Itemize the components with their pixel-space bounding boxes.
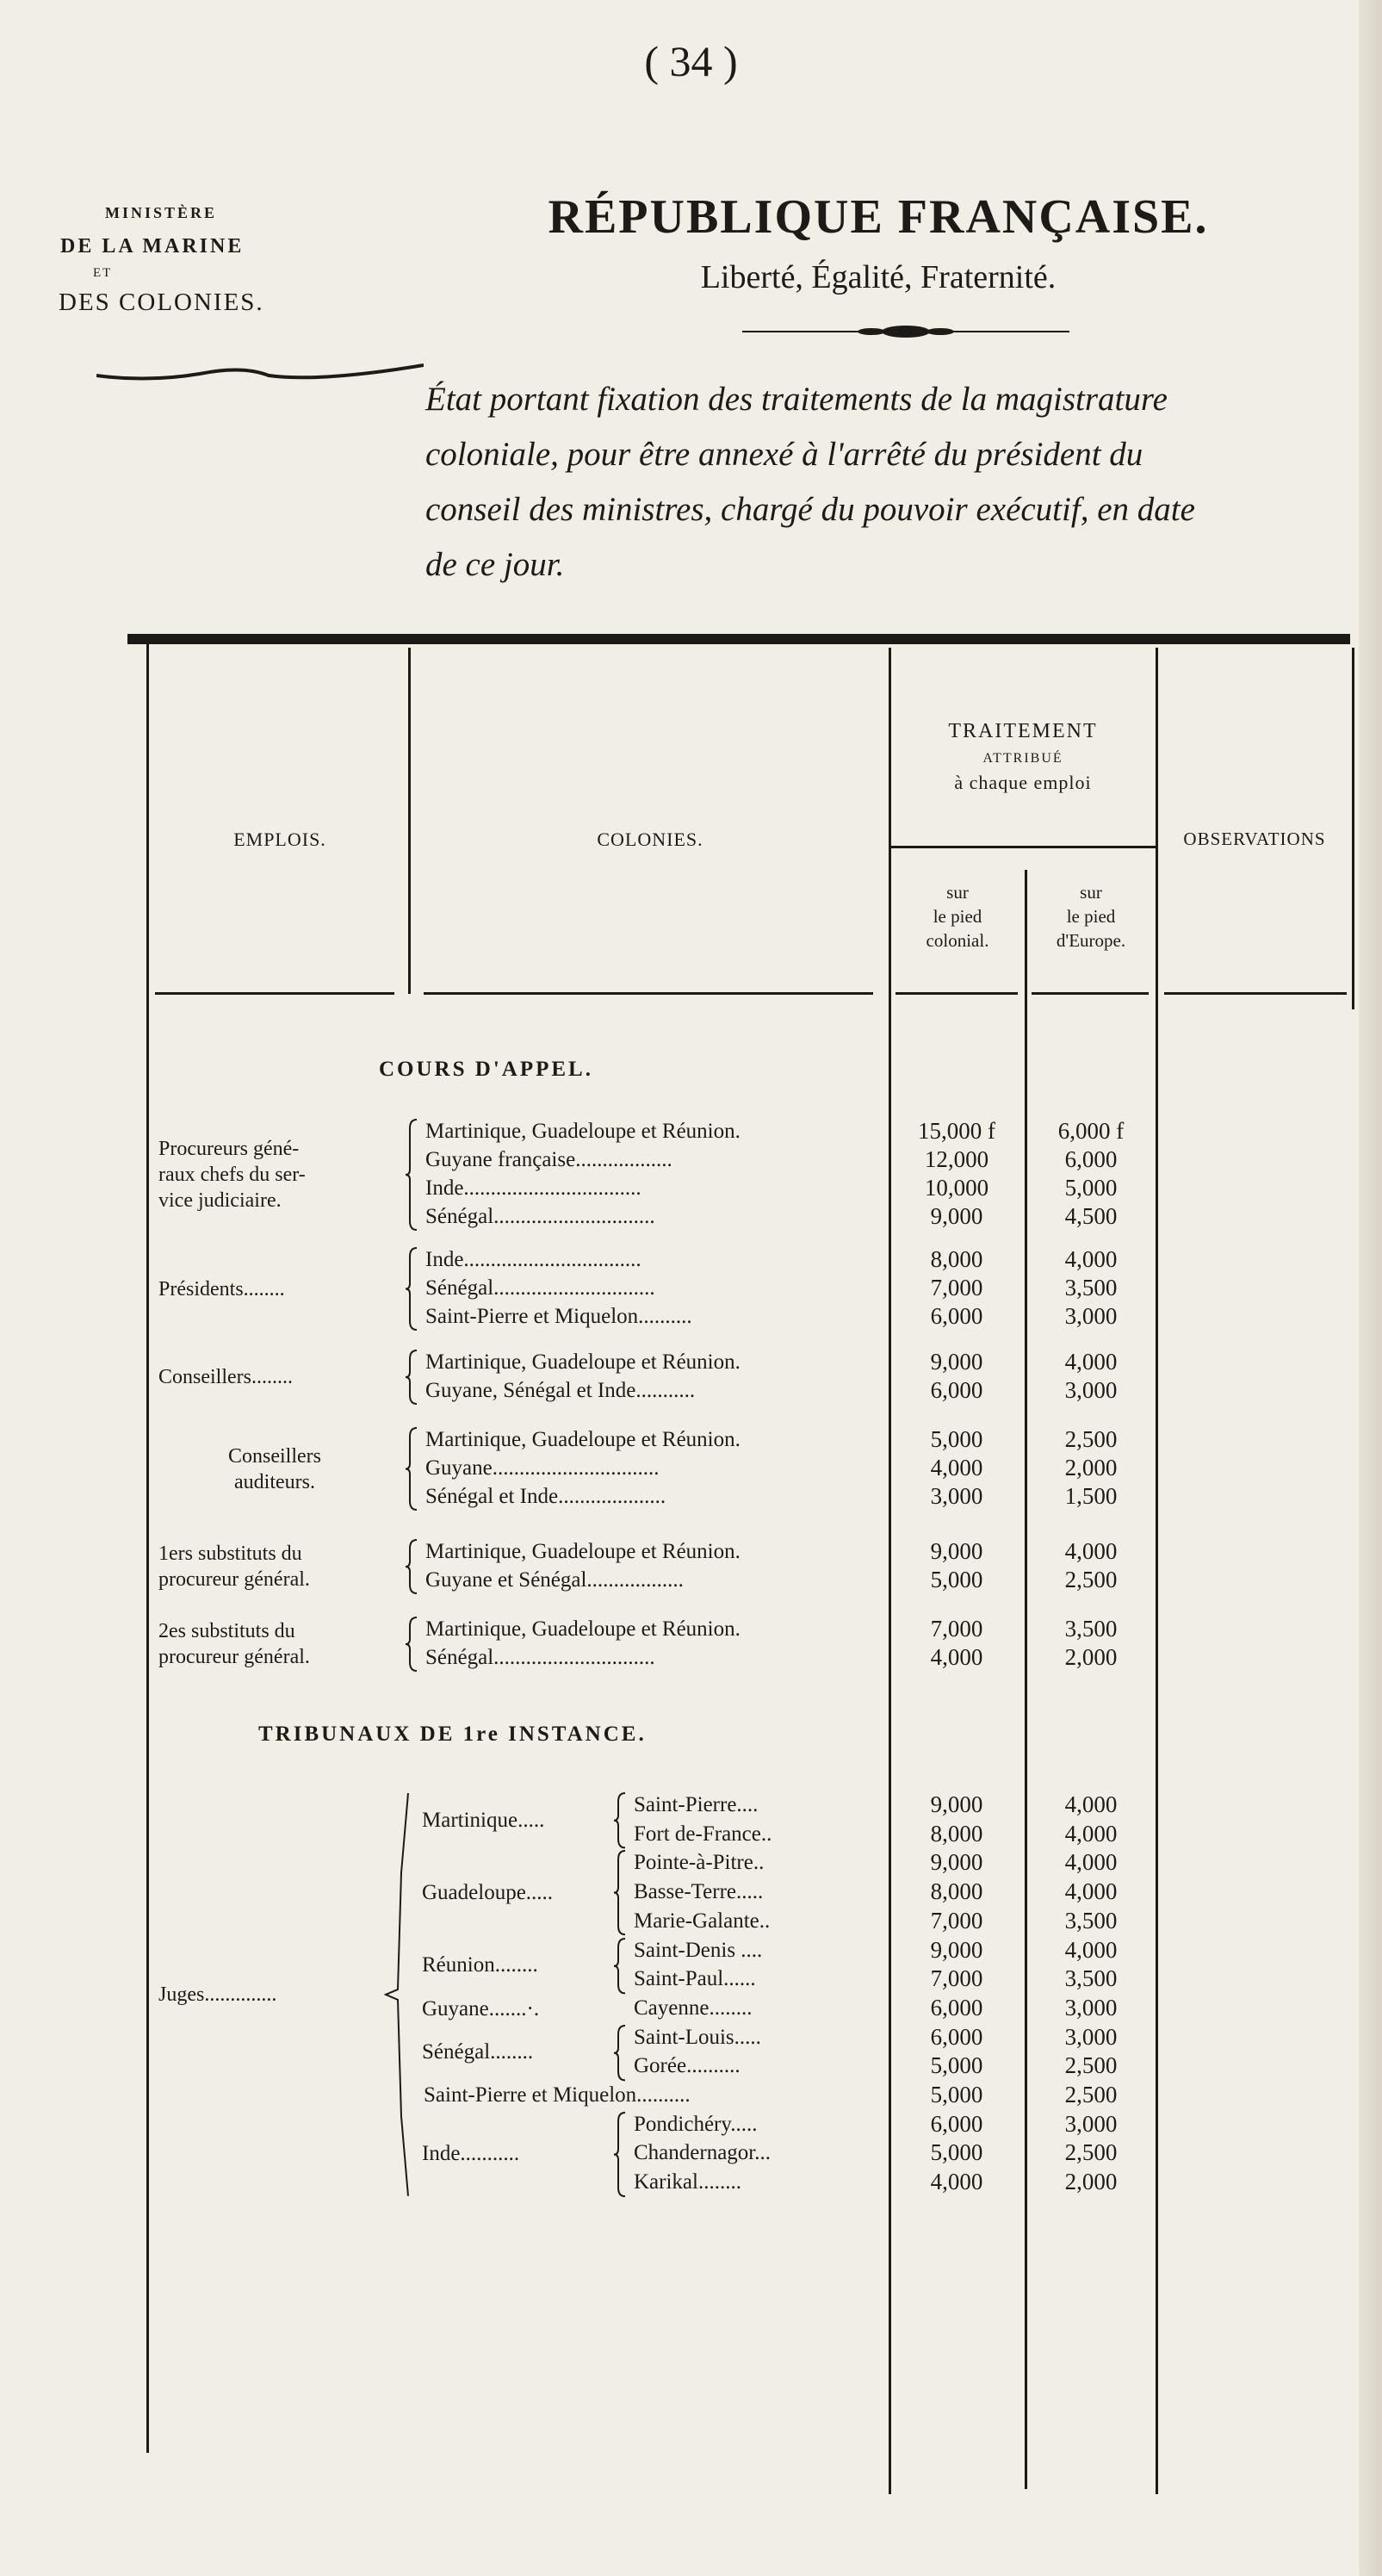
pied-europe-value: 3,500 (1064, 1616, 1118, 1642)
traitement-column-rule (1156, 648, 1158, 2494)
header-emplois: EMPLOIS. (233, 829, 326, 850)
pied-europe-value: 3,500 (1064, 1907, 1118, 1934)
pied-europe-line-1: sur (1080, 882, 1102, 903)
pied-europe-value: 2,500 (1064, 1567, 1118, 1592)
emploi-label: Conseillers (228, 1444, 321, 1468)
pied-colonial-value: 9,000 (930, 1349, 983, 1375)
brace-icon (613, 1849, 629, 1936)
pied-colonial-value: 4,000 (930, 1455, 983, 1480)
pied-colonial-value: 7,000 (930, 1616, 983, 1642)
header-rule-colonial (896, 992, 1018, 995)
juge-place-cell: Pointe-à-Pitre.. (634, 1851, 765, 1875)
emploi-label: auditeurs. (234, 1470, 315, 1493)
colonie-cell: Guyane française.................. (425, 1148, 672, 1171)
ministry-line-3: ET (93, 266, 113, 280)
juge-place-cell: Saint-Denis .... (634, 1938, 763, 1962)
colonie-cell: Martinique, Guadeloupe et Réunion. (425, 1617, 741, 1641)
brace-icon (405, 1118, 420, 1232)
juge-colonie-cell: Martinique..... (422, 1808, 545, 1832)
pied-europe-value: 3,000 (1064, 2110, 1118, 2137)
emploi-label: 1ers substituts du (158, 1542, 302, 1565)
table-left-rule (146, 644, 149, 2453)
pied-europe-value: 4,000 (1064, 1936, 1118, 1963)
juge-colonie-cell: Réunion........ (422, 1953, 538, 1977)
juge-place-cell: Marie-Galante.. (634, 1909, 771, 1933)
pied-colonial-value: 4,000 (930, 1644, 983, 1670)
pied-colonial-value: 5,000 (930, 2082, 983, 2107)
emploi-label: Conseillers........ (158, 1366, 293, 1388)
juge-colonie-cell: Guadeloupe..... (422, 1880, 554, 1904)
pied-colonial-value: 9,000 (930, 1849, 983, 1876)
emplois-column-rule (408, 648, 411, 994)
preamble-line-2: coloniale, pour être annexé à l'arrêté du président du (425, 436, 1143, 473)
pied-colonial-value: 8,000 (930, 1878, 983, 1905)
pied-europe-value: 3,000 (1064, 1377, 1118, 1403)
header-rule-emplois (155, 992, 394, 995)
ministry-heading (53, 205, 415, 319)
pied-colonial-value: 9,000 (930, 1538, 983, 1564)
pied-colonial-value: 3,000 (930, 1483, 983, 1509)
brace-icon (405, 1426, 420, 1511)
pied-colonial-line-3: colonial. (926, 930, 989, 951)
pied-colonial-value: 6,000 (930, 2110, 983, 2137)
header-rule-colonies (424, 992, 873, 995)
header-colonies: COLONIES. (597, 829, 703, 850)
pied-colonial-value: 8,000 (930, 1820, 983, 1847)
brace-icon (405, 1246, 420, 1331)
colonie-cell: Sénégal.............................. (425, 1205, 655, 1228)
emploi-label: vice judiciaire. (158, 1189, 282, 1212)
pied-europe-value: 2,000 (1064, 2169, 1118, 2195)
pied-europe-value: 2,500 (1064, 2139, 1118, 2166)
juge-place-cell: Saint-Pierre.... (634, 1793, 759, 1816)
emploi-label: Procureurs géné- (158, 1138, 300, 1160)
pied-colonial-value: 7,000 (930, 1275, 983, 1300)
pied-colonial-value: 9,000 (930, 1936, 983, 1963)
pied-colonial-value: 7,000 (930, 1965, 983, 1992)
pied-column-rule (1025, 870, 1027, 2489)
header-rule-observations (1164, 992, 1347, 995)
pied-europe-value: 4,000 (1064, 1820, 1118, 1847)
pied-europe-value: 3,000 (1064, 2023, 1118, 2050)
brace-icon (613, 2024, 629, 2082)
juge-colonie-cell: Sénégal........ (422, 2040, 534, 2064)
pied-colonial-value: 10,000 (924, 1175, 989, 1201)
pied-europe-value: 3,500 (1064, 1965, 1118, 1992)
pied-colonial-value: 8,000 (930, 1246, 983, 1272)
pied-europe-value: 4,000 (1064, 1878, 1118, 1905)
header-traitement: TRAITEMENT (948, 720, 1098, 742)
ministry-line-4: DES COLONIES. (59, 289, 264, 316)
emploi-juges: Juges.............. (158, 1983, 277, 2006)
pied-europe-value: 4,000 (1064, 1538, 1118, 1564)
juge-colonie-cell: Saint-Pierre et Miquelon.......... (424, 2083, 691, 2107)
juge-colonie-cell: Inde........... (422, 2142, 520, 2166)
colonie-cell: Guyane............................... (425, 1456, 660, 1480)
juge-place-cell: Fort de-France.. (634, 1822, 772, 1846)
swash-rule-icon (96, 360, 424, 382)
pied-colonial-value: 6,000 (930, 1994, 983, 2020)
section-cours-appel: COURS D'APPEL. (379, 1058, 593, 1081)
pied-europe-value: 2,000 (1064, 1455, 1118, 1480)
juge-place-cell: Basse-Terre..... (634, 1880, 764, 1904)
juge-place-cell: Gorée.......... (634, 2054, 741, 2078)
pied-colonial-value: 4,000 (930, 2169, 983, 2195)
pied-europe-value: 6,000 f (1057, 1118, 1125, 1144)
ornament-rule-icon (742, 324, 1069, 339)
juge-place-cell: Cayenne........ (634, 1996, 753, 2020)
pied-europe-value: 3,000 (1064, 1303, 1118, 1329)
pied-colonial-value: 6,000 (930, 1377, 983, 1403)
pied-colonial-value: 5,000 (930, 1567, 983, 1592)
juge-place-cell: Saint-Paul...... (634, 1967, 756, 1991)
colonie-cell: Inde................................. (425, 1248, 641, 1271)
pied-europe-line-2: le pied (1066, 906, 1116, 927)
pied-europe-value: 4,500 (1064, 1203, 1118, 1229)
pied-europe-value: 4,000 (1064, 1849, 1118, 1876)
page-number: ( 34 ) (644, 37, 738, 85)
pied-colonial-value: 6,000 (930, 1303, 983, 1329)
ministry-line-1: MINISTÈRE (105, 204, 218, 221)
pied-colonial-value: 5,000 (930, 2139, 983, 2166)
preamble-line-4: de ce jour. (425, 546, 565, 583)
emploi-label: procureur général. (158, 1568, 310, 1591)
colonie-cell: Sénégal.............................. (425, 1646, 655, 1669)
pied-europe-value: 4,000 (1064, 1791, 1118, 1817)
large-bracket-icon (384, 1791, 410, 2198)
pied-colonial-value: 5,000 (930, 1426, 983, 1452)
pied-colonial-value: 9,000 (930, 1203, 983, 1229)
colonie-cell: Saint-Pierre et Miquelon.......... (425, 1305, 692, 1328)
pied-colonial-line-2: le pied (933, 906, 982, 927)
brace-icon (613, 2111, 629, 2198)
header-observations: OBSERVATIONS (1183, 829, 1326, 849)
pied-europe-value: 4,000 (1064, 1349, 1118, 1375)
emploi-label: raux chefs du ser- (158, 1164, 306, 1186)
colonie-cell: Martinique, Guadeloupe et Réunion. (425, 1540, 741, 1563)
header-rule-europe (1032, 992, 1149, 995)
pied-europe-value: 2,500 (1064, 1426, 1118, 1452)
emploi-label: procureur général. (158, 1646, 310, 1668)
juge-place-cell: Saint-Louis..... (634, 2025, 761, 2049)
header-pied-europe (1026, 880, 1156, 953)
emploi-label: 2es substituts du (158, 1620, 295, 1642)
juge-place-cell: Chandernagor... (634, 2141, 771, 2165)
pied-europe-value: 3,500 (1064, 1275, 1118, 1300)
preamble-line-3: conseil des ministres, chargé du pouvoir exécutif, en date (425, 491, 1195, 528)
preamble-line-1: État portant fixation des traitements de la magistrature (425, 381, 1168, 418)
colonie-cell: Martinique, Guadeloupe et Réunion. (425, 1428, 741, 1451)
colonie-cell: Inde................................. (425, 1176, 641, 1200)
pied-europe-value: 2,500 (1064, 2052, 1118, 2079)
juge-place-cell: Pondichéry..... (634, 2112, 758, 2136)
brace-icon (613, 1937, 629, 1995)
pied-europe-value: 5,000 (1064, 1175, 1118, 1201)
colonie-cell: Guyane, Sénégal et Inde........... (425, 1379, 696, 1402)
pied-colonial-value: 6,000 (930, 2023, 983, 2050)
pied-europe-value: 2,000 (1064, 1644, 1118, 1670)
pied-europe-value: 2,500 (1064, 2082, 1118, 2107)
colonie-cell: Sénégal et Inde.................... (425, 1485, 666, 1508)
colonie-cell: Sénégal.............................. (425, 1276, 655, 1300)
pied-colonial-value: 12,000 (924, 1146, 989, 1172)
brace-icon (405, 1616, 420, 1673)
header-chaque-emploi: à chaque emploi (954, 772, 1092, 793)
emploi-label: Présidents........ (158, 1277, 285, 1300)
table-right-rule (1352, 648, 1354, 1009)
republic-motto: Liberté, Égalité, Fraternité. (700, 259, 1057, 295)
brace-icon (613, 1791, 629, 1849)
colonie-cell: Guyane et Sénégal.................. (425, 1568, 684, 1592)
juge-place-cell: Karikal........ (634, 2170, 741, 2194)
republic-title: RÉPUBLIQUE FRANÇAISE. (548, 190, 1209, 244)
preamble-text (425, 372, 1377, 593)
pied-colonial-line-1: sur (946, 882, 969, 903)
colonie-cell: Martinique, Guadeloupe et Réunion. (425, 1350, 741, 1374)
pied-europe-line-3: d'Europe. (1056, 930, 1126, 951)
header-pied-colonial (890, 880, 1025, 953)
pied-colonial-value: 5,000 (930, 2052, 983, 2079)
pied-europe-value: 6,000 (1064, 1146, 1118, 1172)
pied-europe-value: 3,000 (1064, 1994, 1118, 2020)
brace-icon (405, 1538, 420, 1595)
header-attribue: ATTRIBUÉ (982, 751, 1063, 766)
table-top-border (127, 634, 1350, 644)
traitement-split-rule (889, 846, 1156, 848)
pied-europe-value: 1,500 (1064, 1483, 1118, 1509)
ministry-line-2: DE LA MARINE (60, 235, 245, 258)
pied-colonial-value: 7,000 (930, 1907, 983, 1934)
pied-europe-value: 4,000 (1064, 1246, 1118, 1272)
pied-colonial-value: 9,000 (930, 1791, 983, 1817)
colonie-cell: Martinique, Guadeloupe et Réunion. (425, 1120, 741, 1143)
section-tribunaux: TRIBUNAUX DE 1re INSTANCE. (258, 1723, 647, 1746)
pied-colonial-value: 15,000 f (918, 1118, 995, 1144)
brace-icon (405, 1349, 420, 1406)
juge-colonie-cell: Guyane.......·. (422, 1996, 540, 2020)
